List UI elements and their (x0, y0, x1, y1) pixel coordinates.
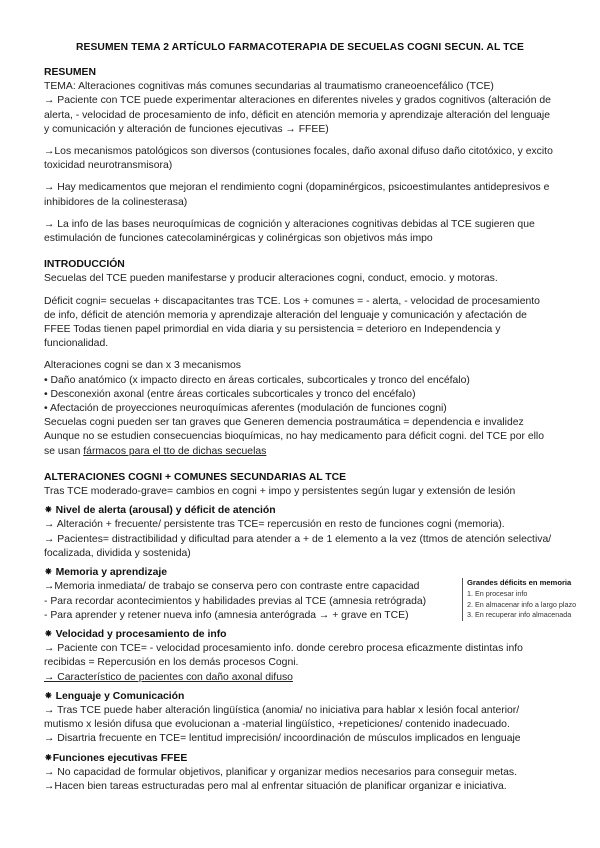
section-heading-alerta: ⁕ Nivel de alerta (arousal) y déficit de atención (44, 505, 276, 517)
sidenote-title: Grandes déficits en memoria (467, 578, 572, 587)
resumen-paragraph: → Hay medicamentos que mejoran el rendimiento cogni (dopaminérgicos, psicoestimulantes antidepresivos e inhibidores de la colinesterasa) (44, 182, 550, 208)
section-line: → Pacientes= distractibilidad y dificultad para atender a + de 1 elemento a la vez (ttmos de atención selectiva/ focalizada, dividida y sostenida) (44, 533, 552, 559)
alteraciones-paragraph: Tras TCE moderado-grave= cambios en cogni + impo y persistentes según lugar y extensión de lesión (44, 486, 516, 498)
sidenote-item: 1. En procesar info (467, 589, 528, 599)
intro-bullet: • Daño anatómico (x impacto directo en áreas corticales, subcorticales y tronco del encéfalo) (44, 374, 470, 386)
document-title: RESUMEN TEMA 2 ARTÍCULO FARMACOTERAPIA DE SECUELAS COGNI SECUN. AL TCE (75, 42, 525, 53)
section-line: - Para recordar acontecimientos y habilidades previas al TCE (amnesia retrógrada) (44, 595, 427, 607)
section-line-underlined: → Característico de pacientes con daño axonal difuso (44, 671, 293, 683)
intro-bullet: • Afectación de proyecciones neuroquímicas aferentes (modulación de funciones cogni) (44, 403, 447, 415)
intro-paragraph: Alteraciones cogni se dan x 3 mecanismos (44, 360, 241, 372)
intro-bullet: • Desconexión axonal (entre áreas corticales subcorticales y tronco del encéfalo) (44, 388, 416, 400)
section-heading-lenguaje: ⁕ Lenguaje y Comunicación (44, 690, 185, 702)
section-heading-velocidad: ⁕ Velocidad y procesamiento de info (44, 628, 227, 640)
intro-text: Aunque no se estudien consecuencias bioquímicas, no hay medicamento para déficit cogni. del TCE por ello se usan (44, 431, 545, 457)
intro-paragraph: Secuelas del TCE pueden manifestarse y producir alteraciones cogni, conduct, emocio. y motoras. (44, 273, 498, 285)
resumen-paragraph: →Los mecanismos patológicos son diversos (contusiones focales, daño axonal difuso daño citotóxico, y excito toxicidad neurotransmisora) (44, 146, 553, 172)
section-line: → Alteración + frecuente/ persistente tras TCE= repercusión en resto de funciones cogni (memoria). (44, 519, 505, 531)
sidenote-item: 2. En almacenar info a largo plazo (467, 599, 577, 609)
section-line: →Hacen bien tareas estructuradas pero mal al enfrentar situación de planificar organizar e iniciativa. (44, 780, 507, 792)
section-line: →Memoria inmediata/ de trabajo se conserva pero con contraste entre capacidad (44, 581, 420, 593)
section-line: → Tras TCE puede haber alteración lingüística (anomia/ no iniciativa para hablar x lesión focal anterior/ mutismo x lesión difusa que evolucionan a -material lingüístico, +repeticiones/ contenido inadecuado. (44, 704, 520, 731)
resumen-tema: TEMA: Alteraciones cognitivas más comunes secundarias al traumatismo craneoencefálico (TCE) (44, 81, 494, 93)
memory-deficits-sidenote (462, 578, 577, 621)
section-line: - Para aprender y retener nueva info (amnesia anterógrada → + grave en TCE) (44, 609, 409, 621)
intro-paragraph (44, 430, 554, 458)
document-body (44, 66, 554, 794)
sidenote-item: 3. En recuperar info almacenada (467, 610, 572, 620)
section-heading-memoria: ⁕ Memoria y aprendizaje (44, 567, 168, 579)
intro-paragraph: Déficit cogni= secuelas + discapacitantes tras TCE. Los + comunes = - alerta, - velocidad de procesamiento de info, déficit de atención memoria y aprendizaje alteración del lenguaje y comunicación y afectación de FFEE Todas tienen papel primordial en vida diaria y su persistencia = deterioro en Independencia y funcionalidad. (44, 295, 540, 350)
alteraciones-heading: ALTERACIONES COGNI + COMUNES SECUNDARIAS AL TCE (44, 471, 347, 483)
intro-underlined-text: fármacos para el tto de dichas secuelas (83, 445, 267, 457)
resumen-paragraph: → La info de las bases neuroquímicas de cognición y alteraciones cognitivas debidas al TCE sugieren que estimulación de funciones catecolaminérgicas y colinérgicas son objetivos más impo (44, 218, 535, 245)
section-line: → Disartria frecuente en TCE= lentitud imprecisión/ incoordinación de músculos implicados en lenguaje (44, 733, 521, 745)
intro-heading: INTRODUCCIÓN (44, 259, 125, 271)
section-line: → Paciente con TCE= - velocidad procesamiento info. donde cerebro procesa eficazmente distintas info recibidas = Repercusión en los demás procesos Cogni. (44, 643, 523, 669)
section-line: → No capacidad de formular objetivos, planificar y organizar medios necesarios para conseguir metas. (44, 766, 518, 778)
intro-paragraph: Secuelas cogni pueden ser tan graves que Generen demencia postraumática = dependencia e invalidez (44, 417, 524, 429)
resumen-paragraph: → Paciente con TCE puede experimentar alteraciones en diferentes niveles y grados cognitivos (alteración de alerta, - velocidad de procesamiento de info, déficit en atención memoria y aprendizaje alteración del lenguaje y comunicación y alteración de funciones ejecutivas → FFEE) (44, 95, 551, 135)
resumen-heading: RESUMEN (44, 67, 96, 78)
section-heading-ffee: ⁕Funciones ejecutivas FFEE (44, 752, 188, 764)
